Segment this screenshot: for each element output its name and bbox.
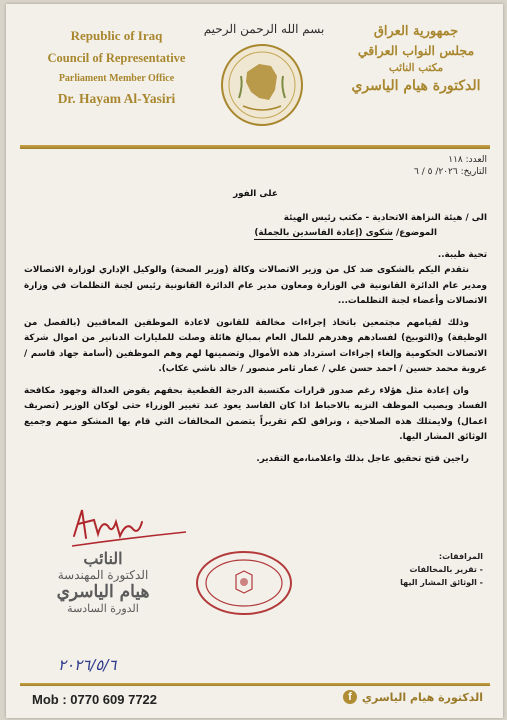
handwritten-signature xyxy=(68,502,188,552)
header-arabic xyxy=(336,24,496,94)
header-english xyxy=(24,28,209,107)
attachment-item: - تقرير بالمخالفات xyxy=(409,565,483,574)
reference-block xyxy=(414,155,487,179)
reference-number: العدد: ١١٨ xyxy=(448,155,487,165)
facebook-contact[interactable] xyxy=(343,690,483,704)
official-stamp xyxy=(194,549,294,617)
recipient-line: الى / هيئة النزاهة الاتحادية - مكتب رئيس الهيئة xyxy=(283,212,487,223)
facebook-icon: f xyxy=(343,690,357,704)
header-ar-council: مجلس النواب العراقي xyxy=(357,43,475,58)
paragraph-3: وان إعادة مثل هؤلاء رغم صدور قرارات مكتسبة الدرجة القطعية بحقهم يقوض العدالة وجهود مكافحة الفساد ويصيب الموظف النزيه بالاحباط اذا كان الفاسد يعود عند تغيير الوزراء حتى لوكان الوزير (تصريف اعمال) ولايمتلك هذه الصلاحية ، ونرافق لكم تقريراً يتضمن المخالفات التي قام بها المشكو منهم وجميع الوثائق المشار اليها. xyxy=(24,385,487,442)
mobile-number: Mob : 0770 609 7722 xyxy=(32,692,158,707)
header-ar-office: مكتب النائب xyxy=(388,62,444,74)
letter-page xyxy=(6,4,503,718)
header-ar-country: جمهورية العراق xyxy=(373,24,459,39)
signature-block xyxy=(28,549,178,615)
header-divider xyxy=(20,145,490,149)
parliament-emblem-icon xyxy=(219,42,305,128)
signature-line2: الدكتورة المهندسة xyxy=(57,568,149,582)
footer-divider xyxy=(20,683,490,686)
closing-line: راجين فتح تحقيق عاجل بذلك واعلامنا،مع التقدير. xyxy=(256,453,469,464)
paragraph-2: وذلك لقيامهم مجتمعين باتخاذ إجراءات مخالفة للقانون لاعادة الموظفين المعاقبين (بالفصل من الوظيفة) و(التوبيخ) لفسادهم وهدرهم للمال العام بمبالغ هائلة وصلت للمليارات الدنانير من اموال شركة الاتصالات الحكومية وإلغاء إجراءات استرداد هذه الأموال وتضمينها لهم وهم الموظفين (أسامة جهاد قاسم / عروبة محمد حسين / احمد حسن علي / عمار ثامر منصور / خالد ناشي عكاب). xyxy=(24,317,487,374)
attachments-block xyxy=(400,550,483,589)
header-en-council: Council of Representative xyxy=(47,51,186,65)
header-ar-name: الدكتورة هيام الياسري xyxy=(351,78,481,94)
letter-body xyxy=(24,187,487,467)
paragraph-1: نتقدم اليكم بالشكوى ضد كل من وزير الاتصالات وكالة (وزير الصحة) والوكيل الإداري لوزارة الاتصالات ومدير عام الدائرة القانونية في الوزارة ومعاون مدير عام الدائرة القانونية رئيس لجنة التظلمات في وزارة الاتصالات وأعضاء لجنة التظلمات... xyxy=(24,265,487,306)
attachment-item: - الوثائق المشار اليها xyxy=(400,578,483,587)
subject-line xyxy=(24,226,487,242)
subject-label: الموضوع/ xyxy=(396,228,437,238)
attachments-title: المرافقات: xyxy=(438,552,483,561)
greeting: تحية طيبة.. xyxy=(437,249,487,260)
basmala: بسم الله الرحمن الرحيم xyxy=(203,22,325,36)
reference-date: التاريخ: ٢٠٢٦/ ٥ / ٦ xyxy=(414,167,487,177)
handwritten-date: ٢٠٢٦/٥/٦ xyxy=(58,656,117,674)
signature-title: النائب xyxy=(83,549,123,568)
header-en-name: Dr. Hayam Al-Yasiri xyxy=(57,91,176,106)
signature-term: الدورة السادسة xyxy=(67,602,139,615)
signature-name: هيام الياسري xyxy=(56,582,150,602)
subject-value: شكوى (إعادة الفاسدين بالجملة) xyxy=(254,228,393,238)
header-en-office: Parliament Member Office xyxy=(58,73,175,84)
header-en-country: Republic of Iraq xyxy=(70,28,163,43)
facebook-page-name: الدكتورة هيام الياسري xyxy=(361,690,483,704)
urgent-label: على الفور xyxy=(233,189,278,199)
